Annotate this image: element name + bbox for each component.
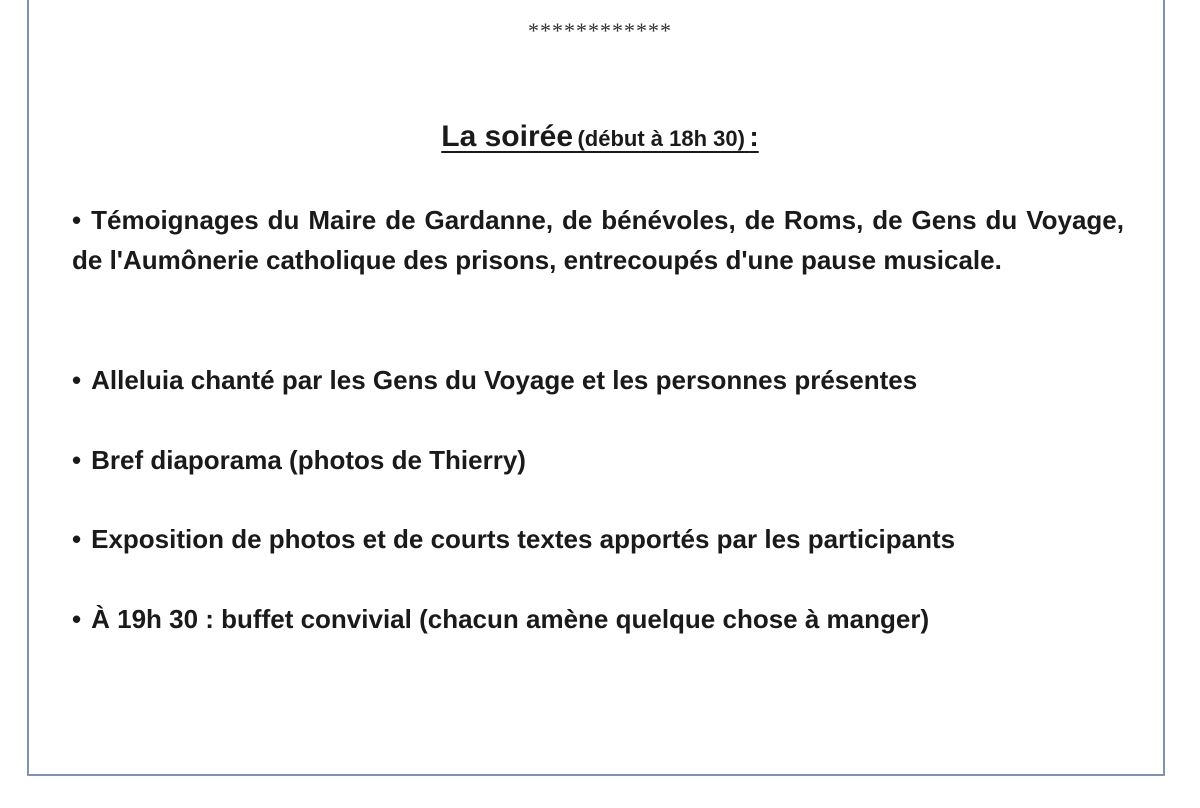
list-item-text: Alleluia chanté par les Gens du Voyage et les personnes présentes <box>91 365 918 395</box>
list-item <box>72 200 1124 280</box>
heading-colon: : <box>749 121 759 152</box>
bullet-icon: • <box>72 445 82 475</box>
list-item-text: À 19h 30 : buffet convivial (chacun amène quelque chose à manger) <box>91 604 930 634</box>
list-item-text: Exposition de photos et de courts textes apportés par les participants <box>91 524 956 554</box>
list-item <box>72 360 1124 400</box>
heading-title: La soirée <box>441 120 573 153</box>
bullet-icon: • <box>72 365 82 395</box>
list-item-text: Bref diaporama (photos de Thierry) <box>91 445 526 475</box>
bullet-icon: • <box>72 205 82 235</box>
section-heading <box>0 120 1200 154</box>
bullet-icon: • <box>72 524 82 554</box>
list-item <box>72 599 1124 639</box>
separator-stars: ************ <box>528 18 672 43</box>
bullet-icon: • <box>72 604 82 634</box>
heading-time: (début à 18h 30) <box>577 126 745 151</box>
list-item <box>72 519 1124 559</box>
list-item-text: Témoignages du Maire de Gardanne, de bénévoles, de Roms, de Gens du Voyage, de l'Aumônerie catholique des prisons, entrecoupés d'une pause musicale. <box>72 205 1124 275</box>
list-item <box>72 440 1124 480</box>
